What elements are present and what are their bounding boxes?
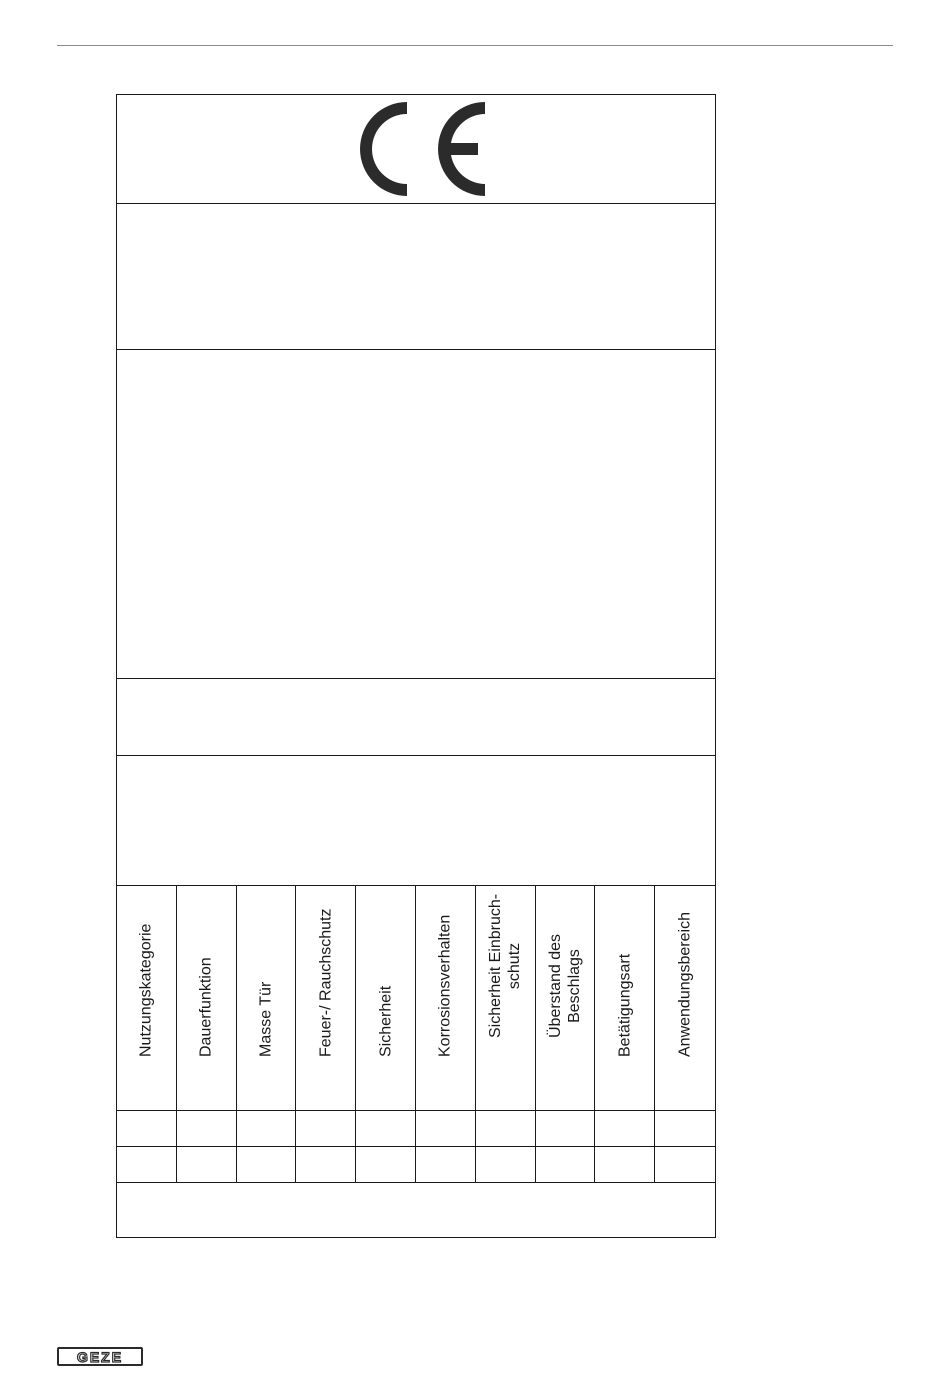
form-field-4[interactable]	[117, 756, 715, 886]
header-cell-nutzungskategorie	[117, 886, 177, 1111]
header-cell-ueberstand-beschlag	[536, 886, 596, 1111]
header-label: Nutzungskategorie	[137, 923, 155, 1057]
classification-grid	[117, 886, 715, 1183]
header-label: Korrosionsverhalten	[436, 914, 454, 1057]
header-label: Sicherheit	[377, 985, 395, 1057]
header-cell-dauerfunktion	[177, 886, 237, 1111]
ce-label-form	[116, 94, 716, 1238]
value-cell-r2-c10[interactable]	[655, 1147, 715, 1183]
header-cell-sicherheit-einbruchschutz	[476, 886, 536, 1111]
header-label: Sicherheit Einbruch- schutz	[487, 893, 524, 1038]
header-label: Dauerfunktion	[197, 957, 215, 1057]
value-cell-r1-c9[interactable]	[595, 1111, 655, 1147]
ce-mark-c	[360, 102, 407, 196]
header-label: Betätigungsart	[616, 953, 634, 1057]
value-cell-r2-c4[interactable]	[296, 1147, 356, 1183]
header-label: Feuer-/ Rauchschutz	[317, 908, 335, 1057]
value-cell-r2-c8[interactable]	[536, 1147, 596, 1183]
header-cell-korrosionsverhalten	[416, 886, 476, 1111]
value-cell-r2-c2[interactable]	[177, 1147, 237, 1183]
form-field-3[interactable]	[117, 679, 715, 756]
value-cell-r1-c8[interactable]	[536, 1111, 596, 1147]
value-cell-r1-c1[interactable]	[117, 1111, 177, 1147]
form-field-2[interactable]	[117, 350, 715, 679]
value-cell-r1-c6[interactable]	[416, 1111, 476, 1147]
ce-mark-icon	[347, 99, 487, 199]
header-label: Überstand des Beschlags	[546, 933, 583, 1038]
value-cell-r2-c7[interactable]	[476, 1147, 536, 1183]
value-cell-r2-c1[interactable]	[117, 1147, 177, 1183]
value-cell-r1-c5[interactable]	[356, 1111, 416, 1147]
value-cell-r2-c5[interactable]	[356, 1147, 416, 1183]
value-cell-r1-c3[interactable]	[237, 1111, 297, 1147]
header-cell-betaetigungsart	[595, 886, 655, 1111]
header-label: Masse Tür	[257, 981, 275, 1057]
form-field-1[interactable]	[117, 204, 715, 350]
form-field-footer[interactable]	[117, 1184, 715, 1237]
header-cell-feuer-rauchschutz	[296, 886, 356, 1111]
header-cell-masse-tuer	[237, 886, 297, 1111]
ce-mark-e	[438, 102, 485, 196]
geze-logo	[57, 1347, 143, 1366]
value-cell-r2-c3[interactable]	[237, 1147, 297, 1183]
value-cell-r2-c6[interactable]	[416, 1147, 476, 1183]
header-label: Anwendungsbereich	[676, 912, 694, 1057]
value-cell-r1-c4[interactable]	[296, 1111, 356, 1147]
header-rule	[57, 45, 893, 46]
header-cell-anwendungsbereich	[655, 886, 715, 1111]
ce-mark-row	[117, 95, 715, 204]
value-cell-r1-c10[interactable]	[655, 1111, 715, 1147]
value-cell-r1-c7[interactable]	[476, 1111, 536, 1147]
header-cell-sicherheit	[356, 886, 416, 1111]
value-cell-r2-c9[interactable]	[595, 1147, 655, 1183]
geze-logo-text: GEZE	[76, 1348, 124, 1365]
value-cell-r1-c2[interactable]	[177, 1111, 237, 1147]
